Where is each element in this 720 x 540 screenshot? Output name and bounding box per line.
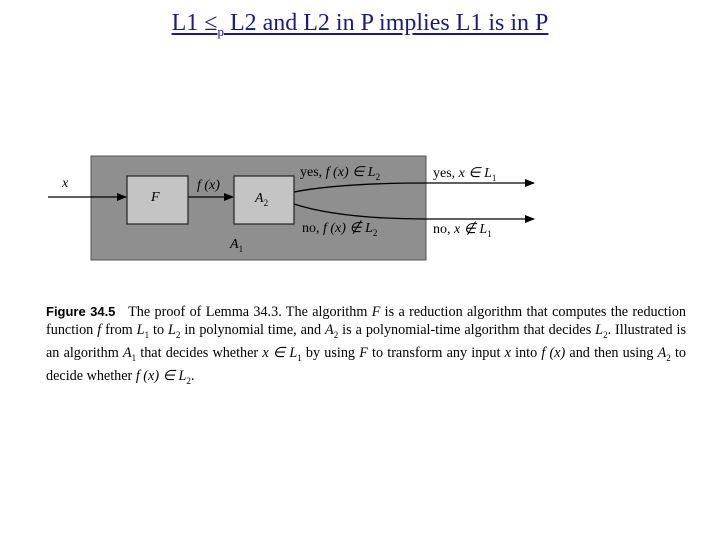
title-subscript: p: [217, 24, 224, 39]
title-left: L1 ≤: [171, 10, 218, 36]
algorithm-a1-label: $A_1$: [230, 237, 244, 254]
yes-outer-label: yes, x ∈ $L_1$: [433, 166, 497, 183]
figure-label: Figure 34.5: [46, 304, 116, 319]
input-x-label: x: [62, 176, 69, 191]
no-inner-label: no, f (x) ∉ $L_2$: [302, 221, 378, 238]
reduction-diagram: [40, 150, 560, 265]
slide-title: [0, 8, 720, 47]
slide-title-text: [171, 10, 549, 39]
title-right: L2 and L2 in P implies L1 is in P: [223, 10, 549, 36]
yes-inner-label: yes, f (x) ∈ $L_2$: [300, 165, 381, 182]
no-outer-label: no, x ∉ $L_1$: [433, 222, 492, 239]
fx-label: f (x): [197, 178, 220, 193]
box-a2-label: $A_2$: [255, 191, 269, 208]
box-f-label: F: [151, 190, 160, 205]
figure-caption: Figure 34.5 The proof of Lemma 34.3. The algorithm F is a reduction algorithm that computes the reduction function f from $L_1$ to $L_2$ in polynomial time, and $A_2$ is a polynomial-time algorithm that decides $L_2$. Illustrated is an algorithm $A_1$ that decides whether x ∈ $L_1$ by using F to transform any input x into f (x) and then using $A_2$ to decide whether f (x) ∈ $L_2$.: [46, 304, 687, 386]
